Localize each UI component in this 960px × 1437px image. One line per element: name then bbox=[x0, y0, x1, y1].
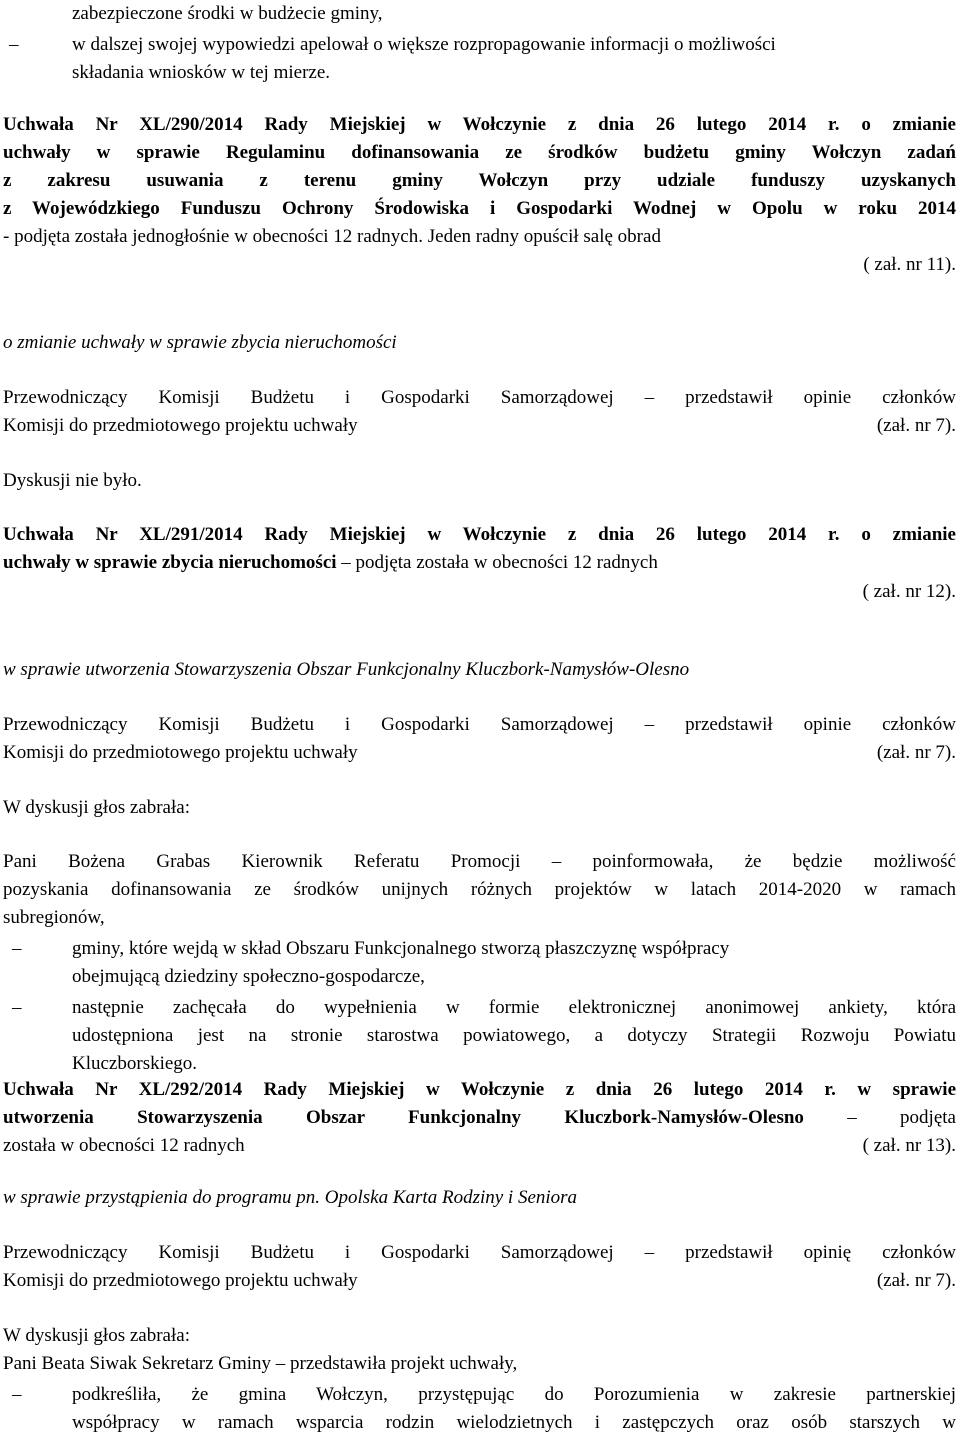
attachment-ref: (zał. nr 7). bbox=[876, 1270, 956, 1291]
resolution-line: z zakresu usuwania z terenu gminy Wołczyn przy udziale funduszy uzyskanych bbox=[3, 170, 956, 191]
resolution-line: - podjęta została jednogłośnie w obecności 12 radnych. Jeden radny opuścił salę obrad bbox=[3, 226, 661, 247]
resolution-status: – podjęta została w obecności 12 radnych bbox=[336, 552, 658, 573]
list-item-line: następnie zachęcała do wypełnienia w formie elektronicznej anonimowej ankiety, która bbox=[72, 997, 956, 1018]
resolution-line: została w obecności 12 radnych bbox=[3, 1135, 245, 1156]
text-line: składania wniosków w tej mierze. bbox=[72, 62, 331, 83]
list-item-line: obejmującą dziedziny społeczno-gospodarcze, bbox=[72, 966, 425, 987]
attachment-ref: (zał. nr 7). bbox=[876, 415, 956, 436]
attachment-ref: ( zał. nr 12). bbox=[862, 581, 956, 602]
resolution-line: Uchwała Nr XL/291/2014 Rady Miejskiej w Wołczynie z dnia 26 lutego 2014 r. o zmianie bbox=[3, 524, 956, 545]
text-line: w dalszej swojej wypowiedzi apelował o większe rozpropagowanie informacji o możliwości bbox=[72, 34, 776, 55]
bullet-dash: – bbox=[12, 997, 22, 1018]
resolution-line bbox=[3, 549, 658, 577]
resolution-line: uchwały w sprawie Regulaminu dofinansowania ze środków budżetu gminy Wołczyn zadań bbox=[3, 142, 956, 163]
text-line: Przewodniczący Komisji Budżetu i Gospodarki Samorządowej – przedstawił opinię członków bbox=[3, 1242, 956, 1263]
text-line: Komisji do przedmiotowego projektu uchwały bbox=[3, 415, 358, 436]
text-line: W dyskusji głos zabrała: bbox=[3, 797, 190, 818]
bullet-dash: – bbox=[12, 1384, 22, 1405]
resolution-line: z Wojewódzkiego Funduszu Ochrony Środowiska i Gospodarki Wodnej w Opolu w roku 2014 bbox=[3, 198, 956, 219]
text-line: Przewodniczący Komisji Budżetu i Gospodarki Samorządowej – przedstawił opinie członków bbox=[3, 714, 956, 735]
resolution-line bbox=[3, 1104, 956, 1132]
section-title: w sprawie przystąpienia do programu pn. Opolska Karta Rodziny i Seniora bbox=[3, 1187, 578, 1208]
list-item-line: współpracy w ramach wsparcia rodzin wielodzietnych i zastępczych oraz osób starszych w bbox=[72, 1412, 956, 1433]
bullet-dash: – bbox=[12, 938, 22, 959]
list-item-line: podkreśliła, że gmina Wołczyn, przystępując do Porozumienia w zakresie partnerskiej bbox=[72, 1384, 956, 1405]
list-item-line: Kluczborskiego. bbox=[72, 1053, 198, 1074]
resolution-subject: utworzenia Stowarzyszenia Obszar Funkcjonalny Kluczbork-Namysłów-Olesno bbox=[3, 1107, 804, 1128]
text-line: W dyskusji głos zabrała: bbox=[3, 1325, 190, 1346]
text-line: pozyskania dofinansowania ze środków unijnych różnych projektów w latach 2014-2020 w ramach bbox=[3, 879, 956, 900]
attachment-ref: ( zał. nr 11). bbox=[863, 254, 956, 275]
list-item-line: gminy, które wejdą w skład Obszaru Funkcjonalnego stworzą płaszczyznę współpracy bbox=[72, 938, 730, 959]
section-title: o zmianie uchwały w sprawie zbycia nieruchomości bbox=[3, 332, 397, 353]
bullet-dash: – bbox=[9, 34, 19, 55]
text-line: Dyskusji nie było. bbox=[3, 470, 142, 491]
text-line: Pani Bożena Grabas Kierownik Referatu Promocji – poinformowała, że będzie możliwość bbox=[3, 851, 956, 872]
resolution-line: Uchwała Nr XL/290/2014 Rady Miejskiej w Wołczynie z dnia 26 lutego 2014 r. o zmianie bbox=[3, 114, 956, 135]
text-line: Komisji do przedmiotowego projektu uchwały bbox=[3, 742, 358, 763]
text-line: Komisji do przedmiotowego projektu uchwały bbox=[3, 1270, 358, 1291]
resolution-line: Uchwała Nr XL/292/2014 Rady Miejskiej w Wołczynie z dnia 26 lutego 2014 r. w sprawie bbox=[3, 1079, 956, 1100]
text-line: zabezpieczone środki w budżecie gminy, bbox=[72, 3, 383, 24]
text-line: subregionów, bbox=[3, 907, 105, 928]
attachment-ref: (zał. nr 7). bbox=[876, 742, 956, 763]
text-line: Pani Beata Siwak Sekretarz Gminy – przedstawiła projekt uchwały, bbox=[3, 1353, 518, 1374]
section-title: w sprawie utworzenia Stowarzyszenia Obszar Funkcjonalny Kluczbork-Namysłów-Olesno bbox=[3, 659, 690, 680]
attachment-ref: ( zał. nr 13). bbox=[862, 1135, 956, 1156]
resolution-subject: uchwały w sprawie zbycia nieruchomości bbox=[3, 552, 337, 573]
resolution-status: – podjęta bbox=[803, 1107, 956, 1128]
list-item-line: udostępniona jest na stronie starostwa powiatowego, a dotyczy Strategii Rozwoju Powiatu bbox=[72, 1025, 956, 1046]
text-line: Przewodniczący Komisji Budżetu i Gospodarki Samorządowej – przedstawił opinie członków bbox=[3, 387, 956, 408]
